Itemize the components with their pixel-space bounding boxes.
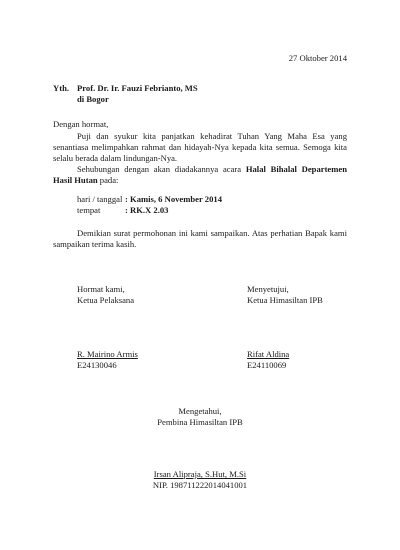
recipient-prefix: Yth. (53, 83, 69, 93)
letter-date: 27 Oktober 2014 (288, 53, 347, 63)
bottom-signatory-name: Irsan Alipraja, S.Hut, M.Si (153, 469, 247, 479)
place-value: : RK.X 2.03 (125, 205, 169, 215)
para2-intro: Sehubungan dengan akan diadakannya acara (77, 164, 246, 174)
left-signatory-name: R. Mairino Armis (77, 349, 138, 359)
salutation: Dengan hormat, (53, 119, 109, 129)
bottom-signatory-name-wrap (90, 469, 310, 480)
right-signatory-name: Rifat Aldina (247, 349, 290, 359)
day-label: hari / tanggal (77, 194, 123, 204)
bottom-signatory-id: NIP. 198711222014041001 (152, 480, 248, 490)
recipient-name: Prof. Dr. Ir. Fauzi Febrianto, MS (77, 83, 198, 93)
body-paragraph-2 (53, 164, 347, 186)
place-label: tempat (77, 205, 101, 215)
right-greeting: Menyetujui, (247, 284, 289, 294)
right-role: Ketua Himasiltan IPB (247, 295, 323, 305)
day-value: : Kamis, 6 November 2014 (125, 194, 222, 204)
left-greeting: Hormat kami, (77, 284, 125, 294)
left-signatory-id: E24130046 (77, 360, 117, 370)
right-signatory-id: E24110069 (247, 360, 287, 370)
left-role: Ketua Pelaksana (77, 295, 135, 305)
event-name: Halal Bihalal Departemen Hasil Hutan (53, 164, 347, 185)
bottom-role: Pembina Himasiltan IPB (157, 417, 243, 427)
closing-paragraph: Demikian surat permohonan ini kami sampaikan. Atas perhatian Bapak kami sampaikan terima kasih. (53, 228, 347, 249)
body-paragraph-1: Puji dan syukur kita panjatkan kehadirat Tuhan Yang Maha Esa yang senantiasa melimpahkan rahmat dan hidayah-Nya kepada kita semua. Semoga kita selalu berada dalam lindungan-Nya. (53, 131, 347, 163)
para2-tail: pada: (97, 175, 119, 185)
bottom-greeting: Mengetahui, (178, 406, 222, 416)
recipient-location: di Bogor (77, 94, 109, 104)
